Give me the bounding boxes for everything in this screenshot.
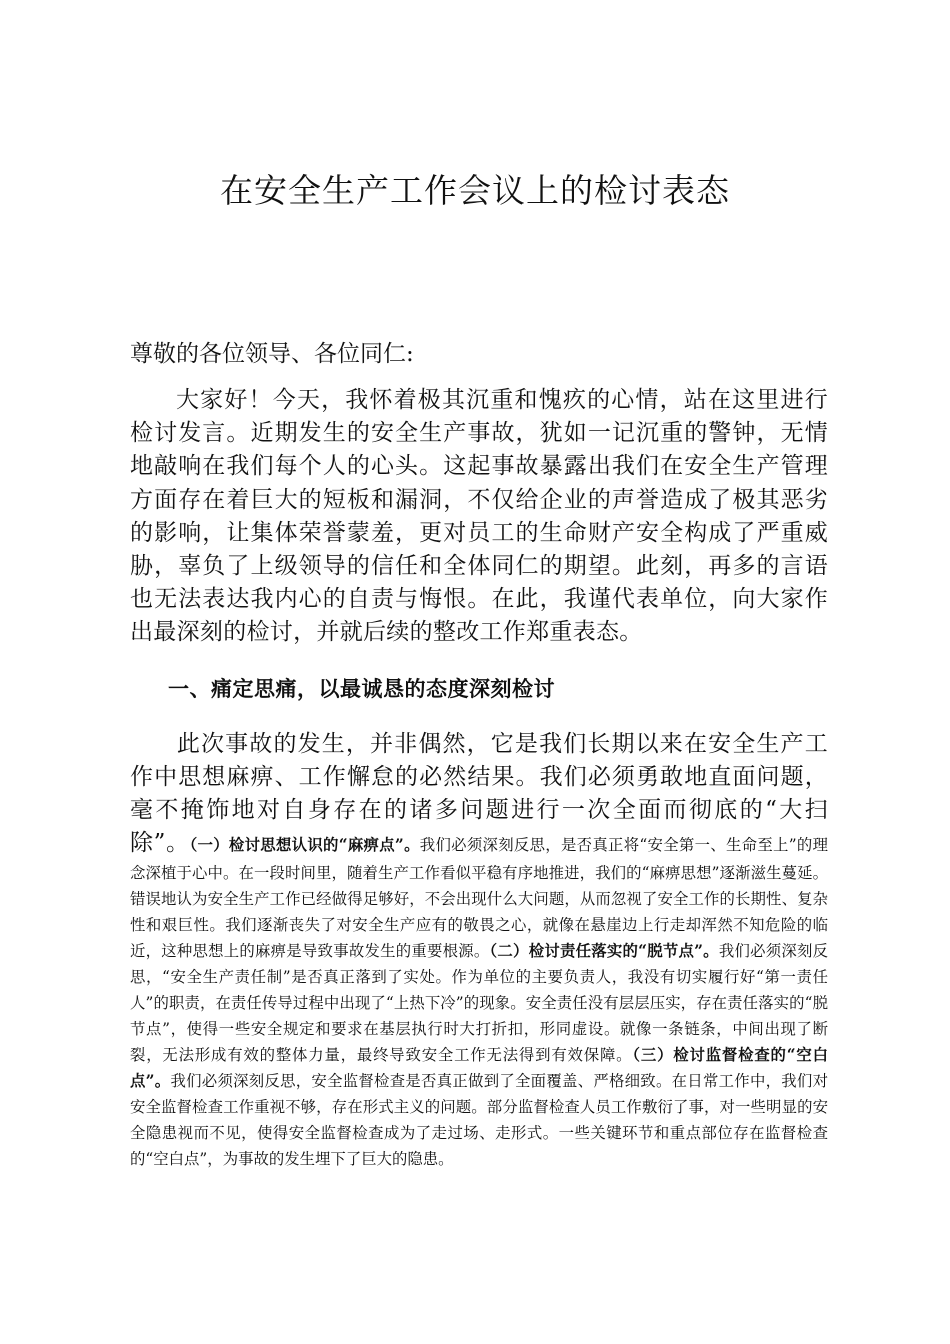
section-1-lead: 此次事故的发生，并非偶然，它是我们长期以来在安全生产工作中思想麻痹、工作懈怠的必然结果。我们必须勇敢地直面问题，毫不掩饰地对自身存在的诸多问题进行一次全面而彻底的“大扫除”。 xyxy=(130,730,828,857)
subsection-1-text: 我们必须深刻反思，是否真正将“安全第一、生命至上”的理念深植于心中。在一段时间里，随着生产工作看似平稳有序地推进，我们的“麻痹思想”逐渐滋生蔓延。错误地认为安全生产工作已经做得足够好，不会出现什么大问题，从而忽视了安全工作的长期性、复杂性和艰巨性。我们逐渐丧失了对安全生产应有的敬畏之心，就像在悬崖边上行走却浑然不知危险的临近，这种思想上的麻痹是导致事故发生的重要根源。 xyxy=(130,836,828,961)
subsection-2-heading: （二）检讨责任落实的“脱节点”。 xyxy=(489,942,719,961)
document-body xyxy=(130,336,828,1172)
salutation: 尊敬的各位领导、各位同仁: xyxy=(130,341,414,367)
subsection-3-heading: （三）检讨监督检查的“空白点”。 xyxy=(130,1046,828,1091)
intro-paragraph: 大家好！今天，我怀着极其沉重和愧疚的心情，站在这里进行检讨发言。近期发生的安全生产事故，犹如一记沉重的警钟，无情地敲响在我们每个人的心头。这起事故暴露出我们在安全生产管理方面存在着巨大的短板和漏洞，不仅给企业的声誉造成了极其恶劣的影响，让集体荣誉蒙羞，更对员工的生命财产安全构成了严重威胁，辜负了上级领导的信任和全体同仁的期望。此刻，再多的言语也无法表达我内心的自责与悔恨。在此，我谨代表单位，向大家作出最深刻的检讨，并就后续的整改工作郑重表态。 xyxy=(130,387,828,646)
document-title: 在安全生产工作会议上的检讨表态 xyxy=(220,171,730,210)
subsection-3-text: 我们必须深刻反思，安全监督检查是否真正做到了全面覆盖、严格细致。在日常工作中，我们对安全监督检查工作重视不够，存在形式主义的问题。部分监督检查人员工作敷衍了事，对一些明显的安全隐患视而不见，使得安全监督检查成为了走过场、走形式。一些关键环节和重点部位存在监督检查的“空白点”，为事故的发生埋下了巨大的隐患。 xyxy=(130,1072,828,1169)
section-1-paragraph xyxy=(130,728,828,1173)
section-1-heading: 一、痛定思痛，以最诚恳的态度深刻检讨 xyxy=(168,676,555,701)
subsection-1-heading: （一）检讨思想认识的“麻痹点”。 xyxy=(189,836,420,855)
subsection-2-text: 我们必须深刻反思，“安全生产责任制”是否真正落到了实处。作为单位的主要负责人，我没有切实履行好“第一责任人”的职责，在责任传导过程中出现了“上热下冷”的现象。安全责任没有层层压实，存在责任落实的“脱节点”，使得一些安全规定和要求在基层执行时大打折扣，形同虚设。就像一条链条，中间出现了断裂，无法形成有效的整体力量，最终导致安全工作无法得到有效保障。 xyxy=(130,942,828,1065)
